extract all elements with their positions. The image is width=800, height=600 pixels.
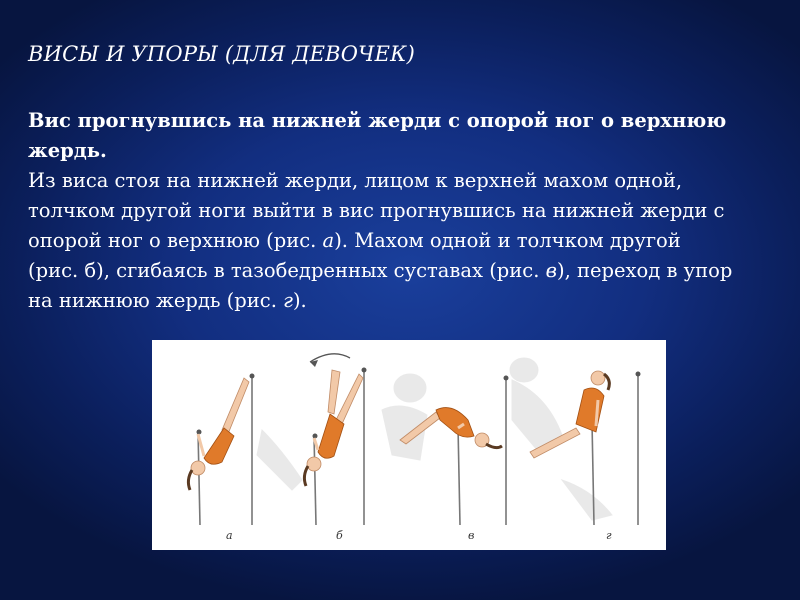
figure-label-g: г [606, 529, 612, 542]
figure-ref-v: в [545, 259, 557, 282]
leotard-a [204, 428, 234, 464]
figure-ref-g: г [283, 289, 293, 312]
description-line3-end: ). Махом одной и толчком другой [334, 229, 681, 252]
slide-title: ВИСЫ И УПОРЫ (ДЛЯ ДЕВОЧЕК) [28, 42, 415, 66]
legs-a [222, 378, 249, 434]
head-a [191, 461, 205, 475]
lower-bar-post-v [458, 426, 460, 525]
lower-bar-post-b [314, 435, 316, 525]
gymnast-sequence-drawing [152, 340, 666, 550]
description-line2: толчком другой ноги выйти в вис прогнувшись на нижней жерди с [28, 199, 725, 222]
text-block [28, 106, 770, 316]
description-line3: опорой ног о верхнюю (рис. [28, 229, 323, 252]
figure-label-v: в [468, 529, 475, 542]
leotard-v [436, 408, 474, 438]
figure-a [188, 374, 254, 543]
figure-g [530, 371, 641, 542]
figure-b [304, 354, 366, 542]
description-line1: Из виса стоя на нижней жерди, лицом к верхней махом одной, [28, 169, 683, 192]
leg-one-b [328, 370, 340, 414]
exercise-illustration [152, 340, 666, 550]
figure-ref-a: а [322, 229, 335, 252]
description-line5-end: ). [292, 289, 307, 312]
description-line4: (рис. б), сгибаясь в тазобедренных суставах (рис. [28, 259, 546, 282]
exercise-heading-line1: Вис прогнувшись на нижней жерди с опорой ног о верхнюю [28, 109, 727, 132]
description-line5: на нижнюю жердь (рис. [28, 289, 284, 312]
exercise-heading [28, 106, 770, 166]
figure-label-b: б [336, 529, 343, 542]
head-g [591, 371, 605, 385]
exercise-heading-line2: жердь. [28, 139, 107, 162]
head-b [307, 457, 321, 471]
exercise-description [28, 166, 770, 316]
leotard-g [576, 388, 604, 432]
arm-g [596, 400, 598, 426]
leg-two-b [336, 374, 363, 424]
description-line4-end: ), переход в упор [556, 259, 733, 282]
figure-label-a: а [226, 529, 233, 542]
